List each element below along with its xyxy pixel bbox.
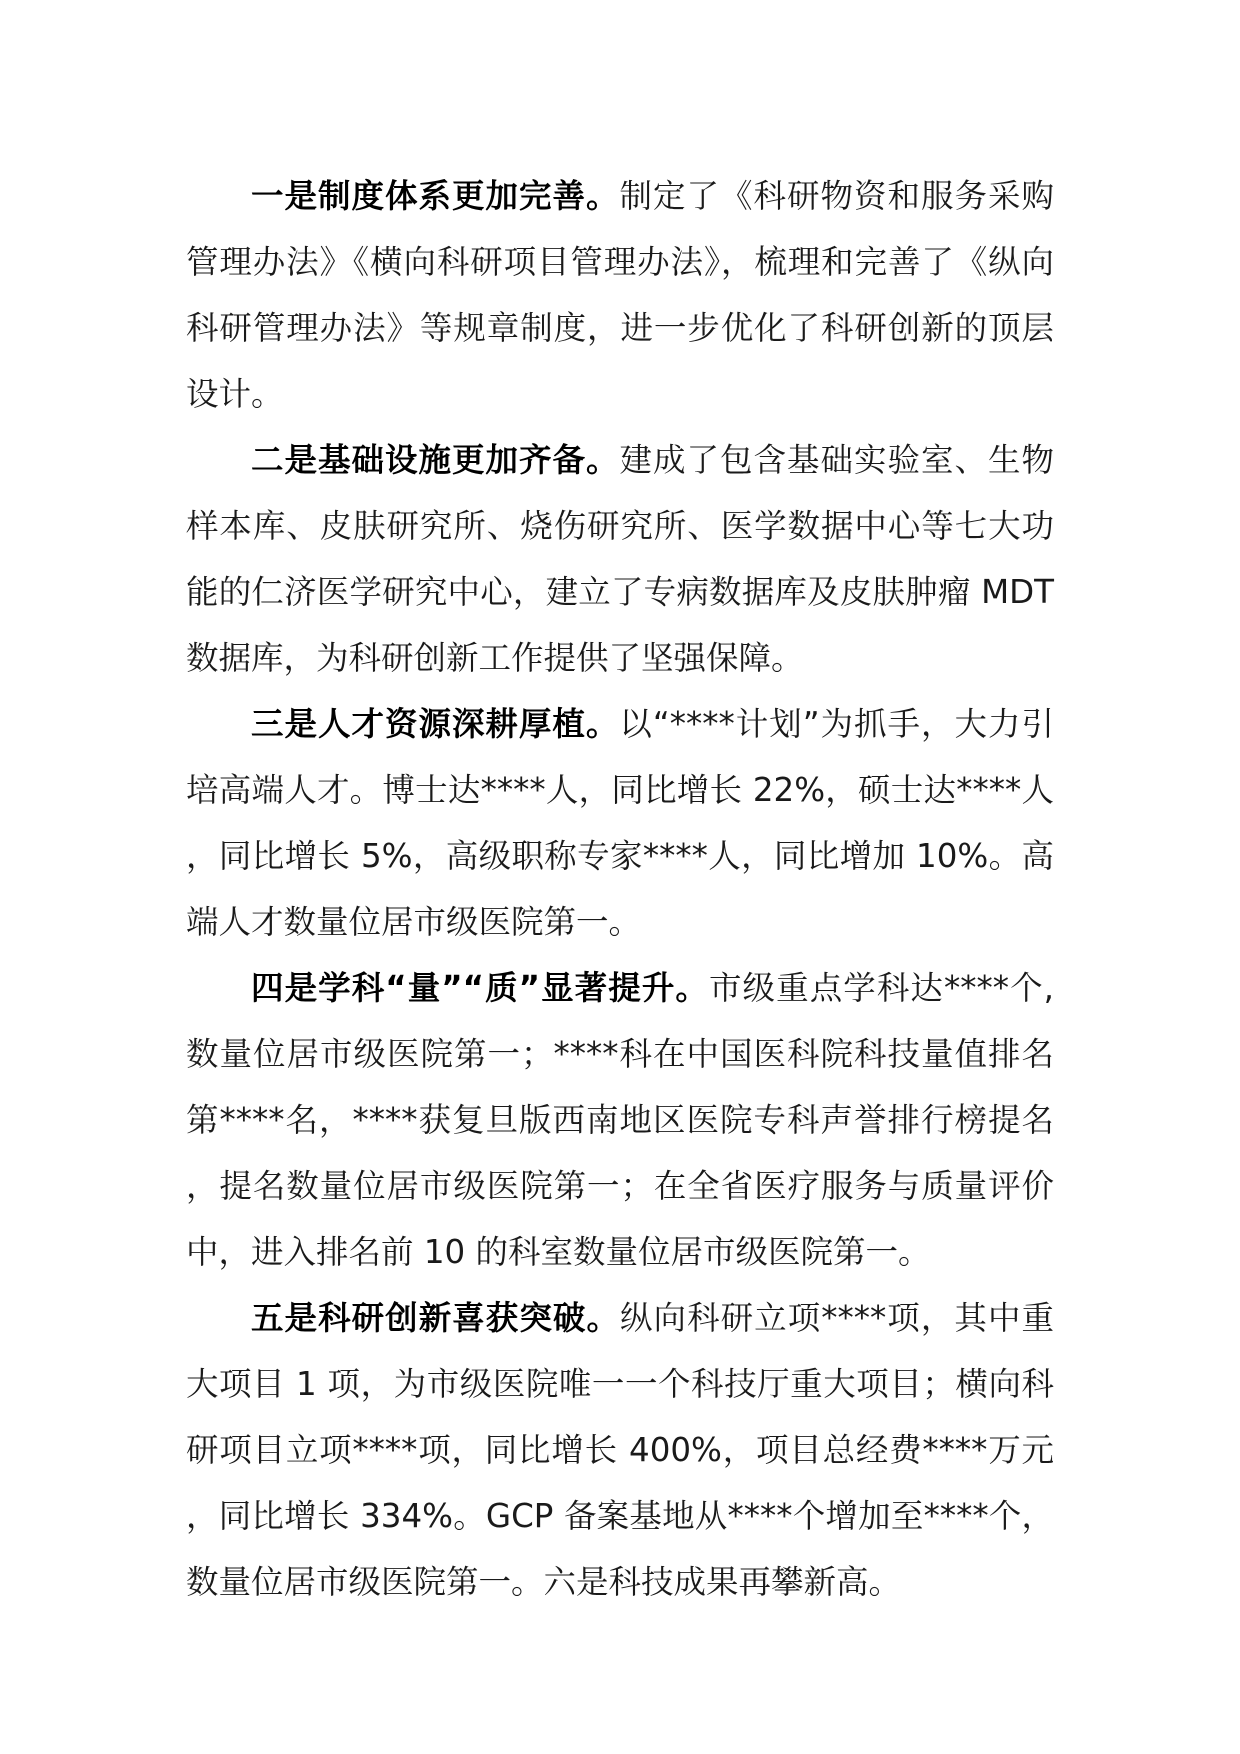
paragraph-4-heading: 四是学科“量”“质”显著提升。 (251, 969, 709, 1007)
paragraph-1 (186, 163, 1054, 427)
paragraph-3-heading: 三是人才资源深耕厚植。 (251, 705, 620, 743)
paragraph-3 (186, 691, 1054, 955)
paragraph-3-text: 以“****计划”为抓手，大力引培高端人才。博士达****人，同比增长 22%，硕士达****人，同比增长 5%，高级职称专家****人，同比增加 10%。高端人才数量位居市级医院第一。 (186, 705, 1054, 941)
paragraph-1-text: 制定了《科研物资和服务采购管理办法》《横向科研项目管理办法》，梳理和完善了《纵向科研管理办法》等规章制度，进一步优化了科研创新的顶层设计。 (186, 177, 1054, 413)
paragraph-5-text: 纵向科研立项****项，其中重大项目 1 项，为市级医院唯一一个科技厅重大项目；横向科研项目立项****项，同比增长 400%，项目总经费****万元，同比增长 334%。GCP 备案基地从****个增加至****个，数量位居市级医院第一。六是科技成果再攀新高。 (186, 1299, 1054, 1601)
paragraph-2-heading: 二是基础设施更加齐备。 (251, 441, 620, 479)
paragraph-5 (186, 1285, 1054, 1615)
paragraph-4 (186, 955, 1054, 1285)
document-body (186, 163, 1054, 1615)
paragraph-2-text: 建成了包含基础实验室、生物样本库、皮肤研究所、烧伤研究所、医学数据中心等七大功能的仁济医学研究中心，建立了专病数据库及皮肤肿瘤 MDT 数据库，为科研创新工作提供了坚强保障。 (186, 441, 1054, 677)
paragraph-2 (186, 427, 1054, 691)
paragraph-1-heading: 一是制度体系更加完善。 (251, 177, 620, 215)
paragraph-5-heading: 五是科研创新喜获突破。 (251, 1299, 620, 1337)
paragraph-4-text: 市级重点学科达****个,数量位居市级医院第一；****科在中国医科院科技量值排名第****名，****获复旦版西南地区医院专科声誉排行榜提名，提名数量位居市级医院第一；在全省医疗服务与质量评价中，进入排名前 10 的科室数量位居市级医院第一。 (186, 969, 1054, 1271)
